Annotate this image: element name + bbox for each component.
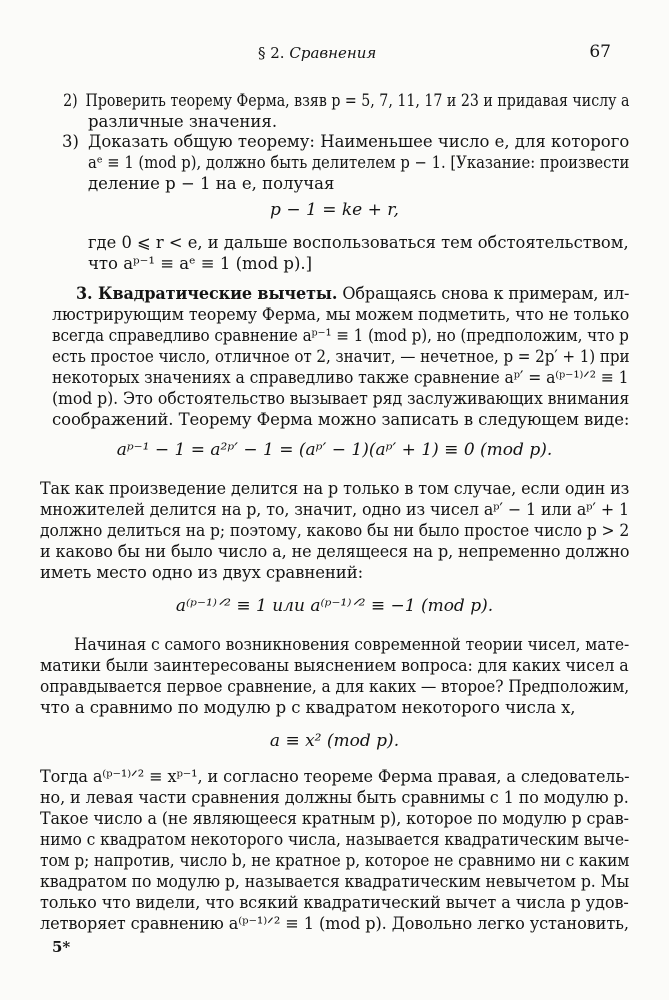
exercise-3-line-5: что aᵖ⁻¹ ≡ aᵉ ≡ 1 (mod p).] bbox=[88, 254, 313, 273]
section3-p1-line-2: люстрирующим теорему Ферма, мы можем подметить, что не только bbox=[52, 305, 630, 324]
section3-p1-line-5: некоторых значениях a справедливо также сравнение aᵖ′ = a⁽ᵖ⁻¹⁾ᐟ² ≡ 1 bbox=[52, 368, 629, 387]
exercise-3-line-2: aᵉ ≡ 1 (mod p), должно быть делителем p − 1. [Указание: произвести bbox=[88, 153, 630, 172]
exercise-3-line-3: деление p − 1 на e, получая bbox=[88, 174, 335, 193]
section3-p4-line-2: но, и левая части сравнения должны быть сравнимы с 1 по модулю p. bbox=[40, 788, 629, 807]
section3-formula-1: aᵖ⁻¹ − 1 = a²ᵖ′ − 1 = (aᵖ′ − 1)(aᵖ′ + 1) ≡ 0 (mod p). bbox=[116, 440, 553, 460]
page-number: 67 bbox=[589, 42, 611, 62]
section3-p4-line-6: квадратом по модулю p, называется квадратическим невычетом p. Мы bbox=[40, 872, 630, 891]
running-header bbox=[0, 44, 669, 68]
section3-p1-line-6: (mod p). Это обстоятельство вызывает ряд заслуживающих внимания bbox=[52, 389, 630, 408]
signature-mark: 5* bbox=[52, 938, 71, 956]
section3-p1-line-3: всегда справедливо сравнение aᵖ⁻¹ ≡ 1 (mod p), но (предположим, что p bbox=[52, 326, 629, 345]
exercise-2-line-2: различные значения. bbox=[88, 112, 278, 131]
exercise-3-formula: p − 1 = ke + r, bbox=[270, 200, 399, 220]
section3-p4-line-3: Такое число a (не являющееся кратным p), которое по модулю p срав- bbox=[40, 809, 629, 828]
section3-p3-line-2: матики были заинтересованы выяснением вопроса: для каких чисел a bbox=[40, 656, 629, 675]
section3-p2-line-5: иметь место одно из двух сравнений: bbox=[40, 563, 364, 582]
section3-p3-line-3: оправдывается первое сравнение, а для каких — второе? Предположим, bbox=[40, 677, 630, 696]
running-head bbox=[258, 44, 376, 62]
section3-formula-2: a⁽ᵖ⁻¹⁾ᐟ² ≡ 1 или a⁽ᵖ⁻¹⁾ᐟ² ≡ −1 (mod p). bbox=[175, 596, 494, 616]
section3-p4-line-8: летворяет сравнению a⁽ᵖ⁻¹⁾ᐟ² ≡ 1 (mod p). Довольно легко установить, bbox=[40, 914, 629, 933]
section-title: Сравнения bbox=[289, 44, 377, 62]
section3-p2-line-2: множителей делится на p, то, значит, одно из чисел aᵖ′ − 1 или aᵖ′ + 1 bbox=[40, 500, 630, 519]
section3-p2-line-4: и каково бы ни было число a, не делящееся на p, непременно должно bbox=[40, 542, 630, 561]
section3-heading: 3. Квадратические вычеты. bbox=[76, 284, 338, 303]
section3-p4-line-5: том p; напротив, число b, не кратное p, которое не сравнимо ни с каким bbox=[40, 851, 630, 870]
section3-p4-line-1: Тогда a⁽ᵖ⁻¹⁾ᐟ² ≡ xᵖ⁻¹, и согласно теореме Ферма правая, а следователь- bbox=[40, 767, 630, 786]
section3-p2-line-3: должно делиться на p; поэтому, каково бы ни было простое число p > 2 bbox=[40, 521, 630, 540]
exercise-2-number: 2) bbox=[63, 91, 78, 110]
section3-p3-line-1: Начиная с самого возникновения современной теории чисел, мате- bbox=[74, 635, 630, 654]
section-number: § 2. bbox=[258, 44, 285, 62]
section3-p1-line-7: соображений. Теорему Ферма можно записать в следующем виде: bbox=[52, 410, 630, 429]
section3-formula-3: a ≡ x² (mod p). bbox=[269, 731, 400, 751]
exercise-3-number: 3) bbox=[62, 132, 79, 151]
section3-p1-line-4: есть простое число, отличное от 2, значит, — нечетное, p = 2p′ + 1) при bbox=[52, 347, 630, 366]
exercise-3-line-4: где 0 ⩽ r < e, и дальше воспользоваться тем обстоятельством, bbox=[88, 233, 629, 252]
exercise-3-line-1: 3) Доказать общую теорему: Наименьшее число e, для которого bbox=[62, 132, 630, 151]
section3-p2-line-1: Так как произведение делится на p только в том случае, если один из bbox=[40, 479, 630, 498]
section3-line-1: 3. Квадратические вычеты. Обращаясь снова к примерам, ил- bbox=[76, 284, 630, 303]
exercise-2-line-1: 2) Проверить теорему Ферма, взяв p = 5, 7, 11, 17 и 23 и придавая числу a bbox=[63, 91, 630, 110]
section3-p4-line-7: только что видели, что всякий квадратический вычет a числа p удов- bbox=[40, 893, 629, 912]
section3-p4-line-4: нимо с квадратом некоторого числа, называется квадратическим выче- bbox=[40, 830, 630, 849]
section3-p3-line-4: что a сравнимо по модулю p с квадратом некоторого числа x, bbox=[40, 698, 576, 717]
